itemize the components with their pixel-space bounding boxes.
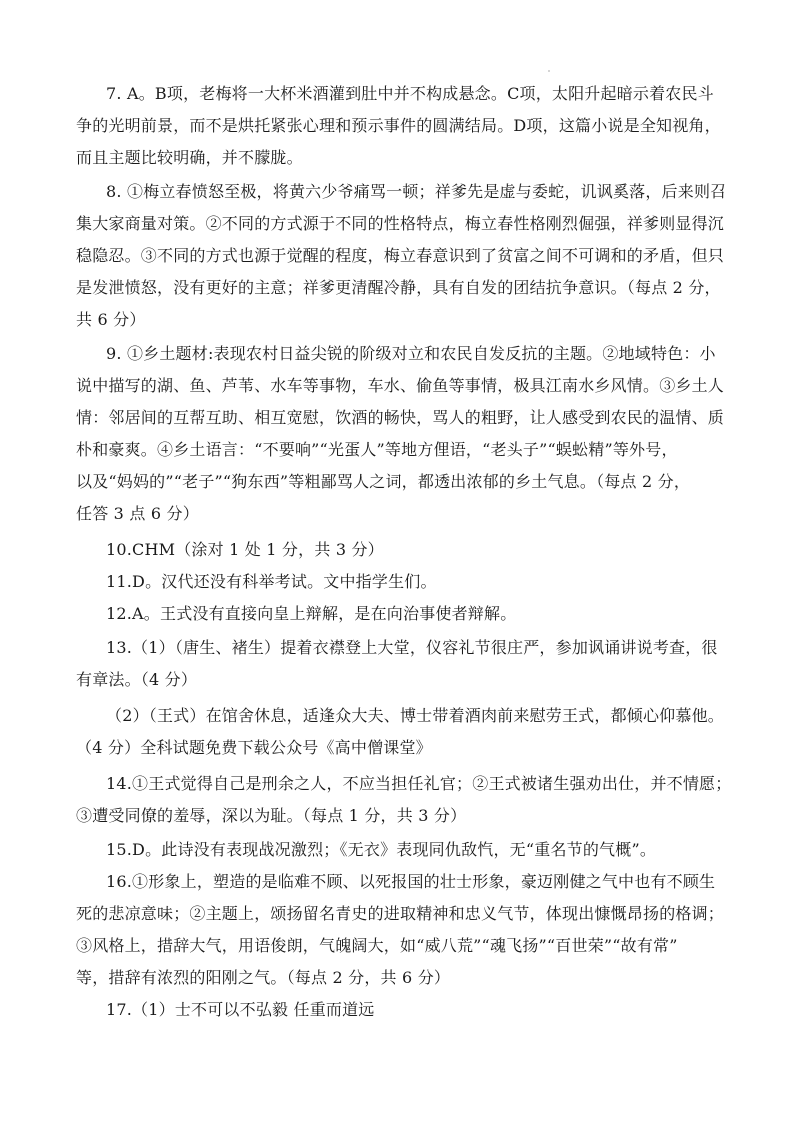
text-line: ③遭受同僚的羞辱，深以为耻。（每点 1 分，共 3 分） — [76, 806, 467, 825]
text-line: 9. ①乡土题材:表现农村日益尖锐的阶级对立和农民自发反抗的主题。②地域特色：小 — [106, 344, 716, 363]
text-line: 朴和豪爽。④乡土语言：“不要响”“光蛋人”等地方俚语，“老头子”“蜈蚣精”等外号， — [76, 440, 678, 459]
text-line: 17.（1）士不可以不弘毅 任重而道远 — [106, 1000, 375, 1019]
text-line: 11.D。汉代还没有科举考试。文中指学生们。 — [106, 572, 437, 591]
text-line: 以及“妈妈的”“老子”“狗东西”等粗鄙骂人之词，都透出浓郁的乡土气息。（每点 2 分， — [76, 472, 691, 491]
text-line: 12.A。王式没有直接向皇上辩解，是在向治事使者辩解。 — [106, 604, 517, 623]
text-line: 10.CHM（涂对 1 处 1 分，共 3 分） — [106, 540, 384, 559]
text-line: 集大家商量对策。②不同的方式源于不同的性格特点，梅立春性格刚烈倔强，祥爹则显得沉 — [76, 214, 725, 233]
scan-speck — [548, 70, 550, 72]
text-line: 14.①王式觉得自己是刑余之人，不应当担任礼官；②王式被诸生强劝出仕，并不情愿； — [106, 774, 732, 793]
text-line: 15.D。此诗没有表现战况激烈；《无衣》表现同仇敌忾，无“重名节的气概”。 — [106, 840, 657, 859]
text-line: 争的光明前景，而不是烘托紧张心理和预示事件的圆满结局。D项，这篇小说是全知视角， — [76, 116, 721, 135]
text-line: 而且主题比较明确，并不朦胧。 — [76, 148, 303, 167]
text-line: 稳隐忍。③不同的方式也源于觉醒的程度，梅立春意识到了贫富之间不可调和的矛盾，但只 — [76, 246, 725, 265]
text-line: 任答 3 点 6 分） — [76, 504, 199, 523]
text-line: 16.①形象上，塑造的是临难不顾、以死报国的壮士形象，豪迈刚健之气中也有不顾生 — [106, 872, 716, 891]
text-line: 有章法。（4 分） — [76, 670, 198, 689]
text-line: 8. ①梅立春愤怒至极，将黄六少爷痛骂一顿；祥爹先是虚与委蛇，讥讽奚落，后来则召 — [106, 182, 727, 201]
text-line: 是发泄愤怒，没有更好的主意；祥爹更清醒冷静，具有自发的团结抗争意识。（每点 2 分， — [76, 278, 721, 297]
text-line: ③风格上，措辞大气，用语俊朗，气魄阔大，如“威八荒”“魂飞扬”“百世荣”“故有常” — [76, 936, 678, 955]
text-line: （4 分）全科试题免费下载公众号《高中僧课堂》 — [76, 738, 432, 757]
text-line: 共 6 分） — [76, 310, 146, 329]
text-line: 13.（1）（唐生、褚生）提着衣襟登上大堂，仪容礼节很庄严，参加讽诵讲说考查，很 — [106, 638, 718, 657]
text-line: 死的悲凉意味；②主题上，颂扬留名青史的进取精神和忠义气节，体现出慷慨昂扬的格调； — [76, 904, 725, 923]
text-line: 说中描写的湖、鱼、芦苇、水车等事物，车水、偷鱼等事情，极具江南水乡风情。③乡土人 — [76, 376, 725, 395]
text-line: 等，措辞有浓烈的阳刚之气。（每点 2 分，共 6 分） — [76, 968, 451, 987]
text-line: （2）（王式）在馆舍休息，适逢众大夫、博士带着酒肉前来慰劳王式，都倾心仰慕他。 — [106, 706, 724, 725]
text-line: 7. A。B项，老梅将一大杯米酒灌到肚中并不构成悬念。C项，太阳升起暗示着农民斗 — [106, 84, 714, 103]
text-line: 情：邻居间的互帮互助、相互宽慰，饮酒的畅快，骂人的粗野，让人感受到农民的温情、质 — [76, 408, 725, 427]
